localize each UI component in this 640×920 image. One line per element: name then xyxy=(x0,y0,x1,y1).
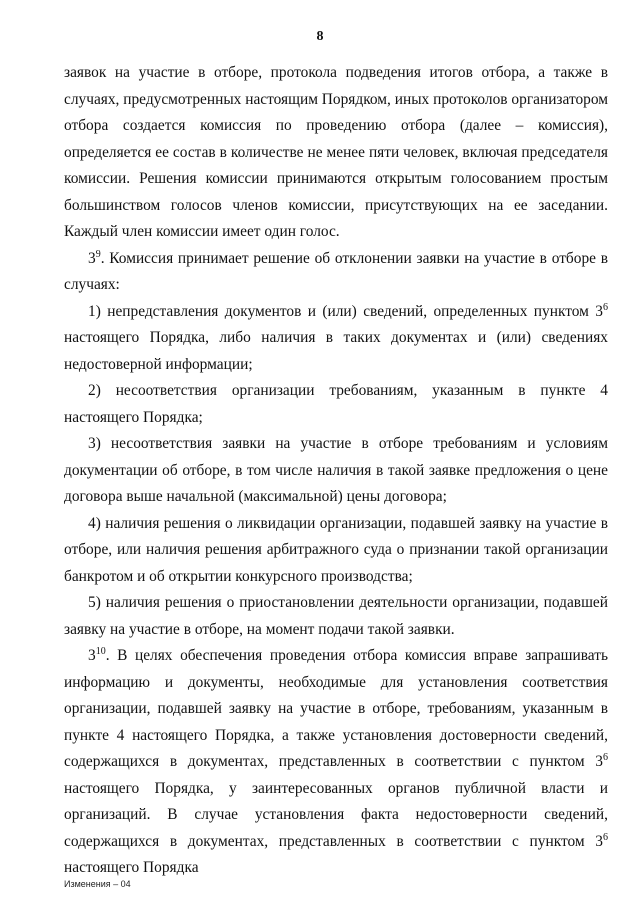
clause-superscript: 10 xyxy=(95,645,106,657)
list-item-5: 5) наличия решения о приостановлении деятельности организации, подавшей заявку на участие в отборе, на момент подачи такой заявки. xyxy=(64,594,608,638)
list-item-2: 2) несоответствия организации требованиям, указанным в пункте 4 настоящего Порядка; xyxy=(64,382,608,426)
paragraph-3-9 xyxy=(64,246,608,299)
list-item-1 xyxy=(64,299,608,379)
clause-superscript: 6 xyxy=(603,751,608,763)
clause-text: . В целях обеспечения проведения отбора комиссия вправе запрашивать информацию и документы, необходимые для установления соответствия организации, подавшей заявку на участие в отборе, требованиям, указанным в пункте 4 настоящего Порядка, а также установления достоверности сведений, содержащихся в документах, представленных в соответствии с пунктом 3 xyxy=(64,647,608,770)
document-body xyxy=(64,60,608,882)
paragraph-3-10 xyxy=(64,643,608,882)
clause-text: настоящего Порядка xyxy=(64,859,199,876)
list-item-4: 4) наличия решения о ликвидации организации, подавшей заявку на участие в отборе, или наличия решения арбитражного суда о признании такой организации банкротом и об открытии конкурсного производства; xyxy=(64,514,608,585)
clause-number: 3 xyxy=(88,647,96,664)
list-item-text: 1) непредставления документов и (или) сведений, определенных пунктом 3 xyxy=(88,302,603,320)
clause-text: настоящего Порядка, у заинтересованных органов публичной власти и организаций. В случае установления факта недостоверности сведений, содержащихся в документах, представленных в соответствии с пунктом 3 xyxy=(64,779,608,850)
page-number: 8 xyxy=(316,29,324,44)
list-item-3: 3) несоответствия заявки на участие в отборе требованиям и условиям документации об отборе, в том числе наличия в такой заявке предложения о цене договора выше начальной (максимальной) цены договора; xyxy=(64,435,608,505)
clause-superscript: 6 xyxy=(603,831,608,843)
clause-text: . Комиссия принимает решение об отклонении заявки на участие в отборе в случаях: xyxy=(64,249,608,293)
list-item-text: настоящего Порядка, либо наличия в таких документах и (или) сведениях недостоверной информации; xyxy=(64,329,608,373)
clause-number: 3 xyxy=(88,249,96,267)
page-footer: Изменения – 04 xyxy=(64,879,131,889)
paragraph-continuation: заявок на участие в отборе, протокола подведения итогов отбора, а также в случаях, предусмотренных настоящим Порядком, иных протоколов организатором отбора создается комиссия по проведению отбора (далее – комиссия), определяется ее состав в количестве не менее пяти человек, включая председателя комиссии. Решения комиссии принимаются открытым голосованием простым большинством голосов членов комиссии, присутствующих на ее заседании. Каждый член комиссии имеет один голос. xyxy=(64,64,608,240)
clause-superscript: 9 xyxy=(95,248,101,260)
clause-superscript: 6 xyxy=(603,301,608,313)
